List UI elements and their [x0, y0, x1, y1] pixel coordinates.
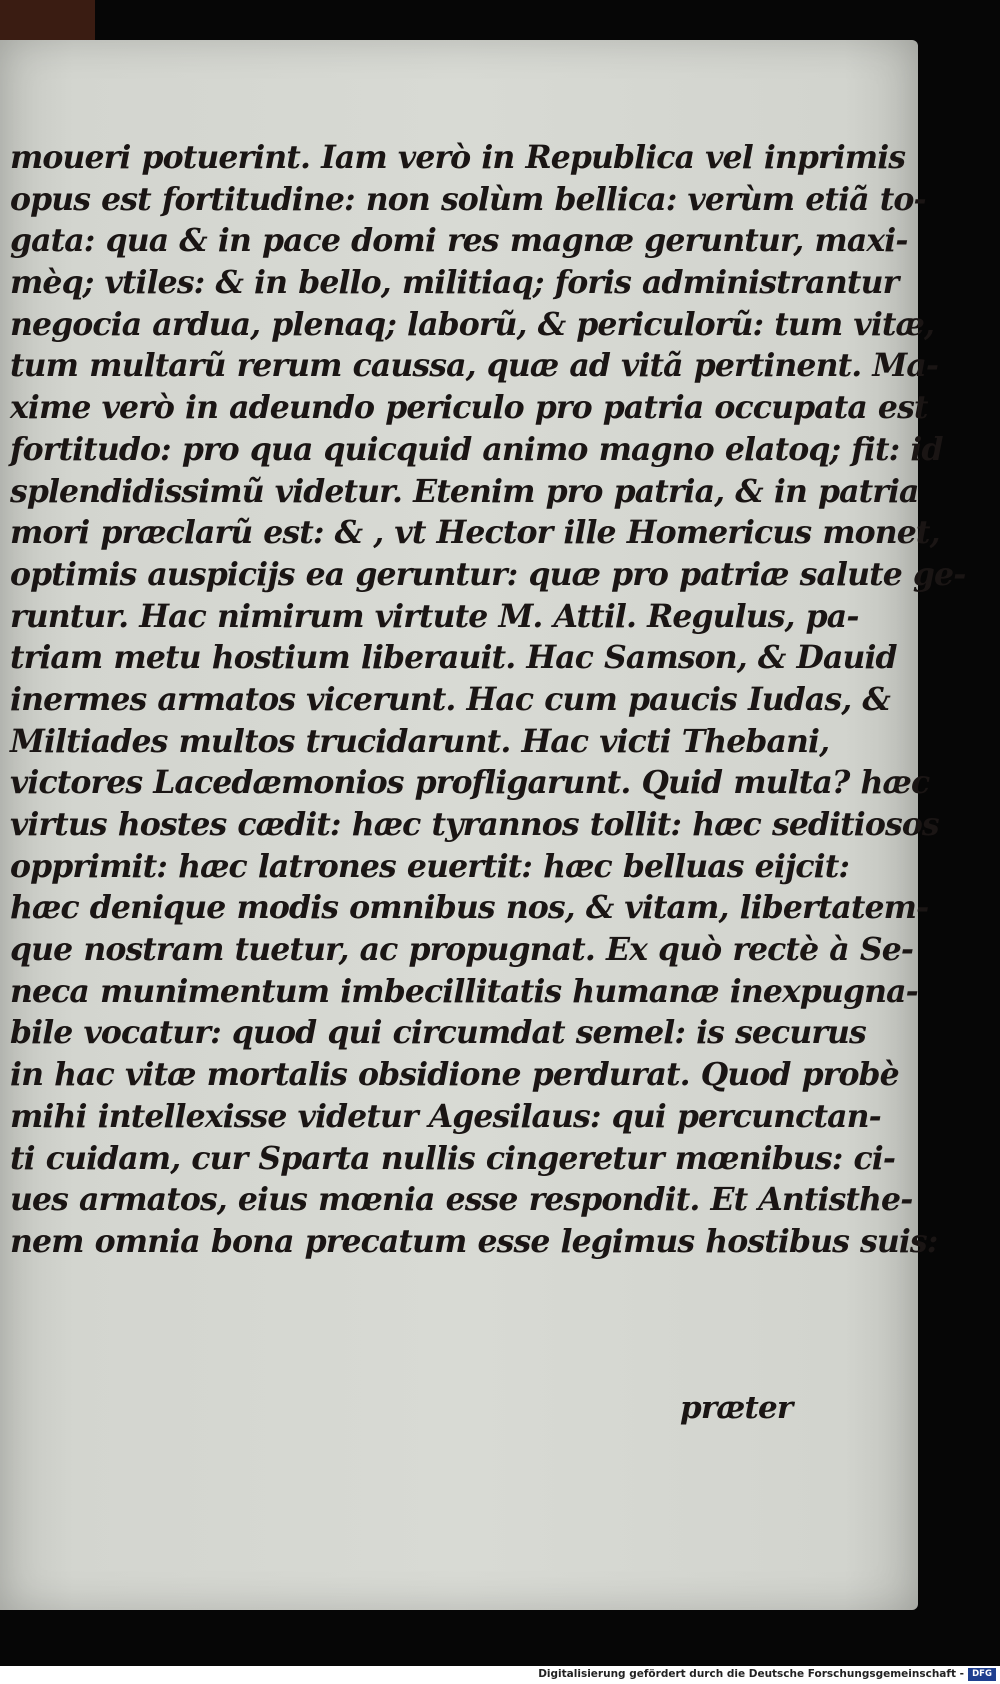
- text-line: runtur. Hac nimirum virtute M. Attil. Regulus, pa-: [10, 597, 859, 635]
- text-line: triam metu hostium liberauit. Hac Samson, & Dauid: [10, 639, 897, 677]
- text-line: gata: qua & in pace domi res magnæ geruntur, maxi-: [10, 222, 908, 260]
- text-line: Miltiades multos trucidarunt. Hac victi Thebani,: [10, 722, 830, 760]
- text-line: optimis auspicijs ea geruntur: quæ pro patriæ salute ge-: [10, 555, 966, 593]
- text-line: moueri potuerint. Iam verò in Republica vel inprimis: [10, 139, 906, 176]
- text-line: ti cuidam, cur Sparta nullis cingeretur mœnibus: ci-: [10, 1139, 896, 1177]
- text-line: mèq; vtiles: & in bello, militiaq; foris administrantur: [10, 264, 899, 302]
- text-line: neca munimentum imbecillitatis humanæ inexpugna-: [10, 972, 918, 1010]
- text-line: hæc denique modis omnibus nos, & vitam, libertatem-: [10, 889, 929, 927]
- text-line: victores Lacedæmonios profligarunt. Quid multa? hæc: [10, 764, 930, 802]
- text-line: fortitudo: pro qua quicquid animo magno elatoq; fit: id: [10, 430, 943, 468]
- text-line: ues armatos, eius mœnia esse respondit. Et Antisthe-: [10, 1181, 913, 1219]
- dark-background-corner: [0, 0, 95, 40]
- book-page: [0, 40, 966, 1610]
- text-line: mori præclarũ est: & , vt Hector ille Homericus monet,: [10, 514, 940, 552]
- text-line: negocia ardua, plenaq; laborũ, & periculorũ: tum vitæ,: [10, 305, 935, 343]
- text-line: tum multarũ rerum caussa, quæ ad vitã pertinent. Ma-: [10, 347, 939, 385]
- text-line: xime verò in adeundo periculo pro patria occupata est: [10, 389, 928, 427]
- text-line: inermes armatos vicerunt. Hac cum paucis Iudas, &: [10, 680, 890, 718]
- text-line: in hac vitæ mortalis obsidione perdurat. Quod probè: [10, 1056, 899, 1094]
- dfg-logo-icon: DFG: [968, 1668, 996, 1681]
- text-line: virtus hostes cædit: hæc tyrannos tollit: hæc seditiosos: [10, 806, 939, 843]
- catchword: præter: [680, 1390, 793, 1426]
- funding-text: Digitalisierung gefördert durch die Deutsche Forschungsgemeinschaft -: [538, 1668, 964, 1680]
- text-line: opprimit: hæc latrones euertit: hæc belluas eijcit:: [10, 847, 850, 885]
- text-line: que nostram tuetur, ac propugnat. Ex quò rectè à Se-: [10, 931, 914, 969]
- text-line: mihi intellexisse videtur Agesilaus: qui percunctan-: [10, 1097, 881, 1135]
- text-line: opus est fortitudine: non solùm bellica: verùm etiã to-: [10, 180, 926, 218]
- text-line: bile vocatur: quod qui circumdat semel: is securus: [10, 1014, 866, 1052]
- page-text-block: [10, 137, 966, 1263]
- funding-footer: [0, 1666, 1000, 1684]
- text-line: splendidissimũ videtur. Etenim pro patria, & in patria: [10, 472, 919, 510]
- text-line: nem omnia bona precatum esse legimus hostibus suis:: [10, 1222, 938, 1260]
